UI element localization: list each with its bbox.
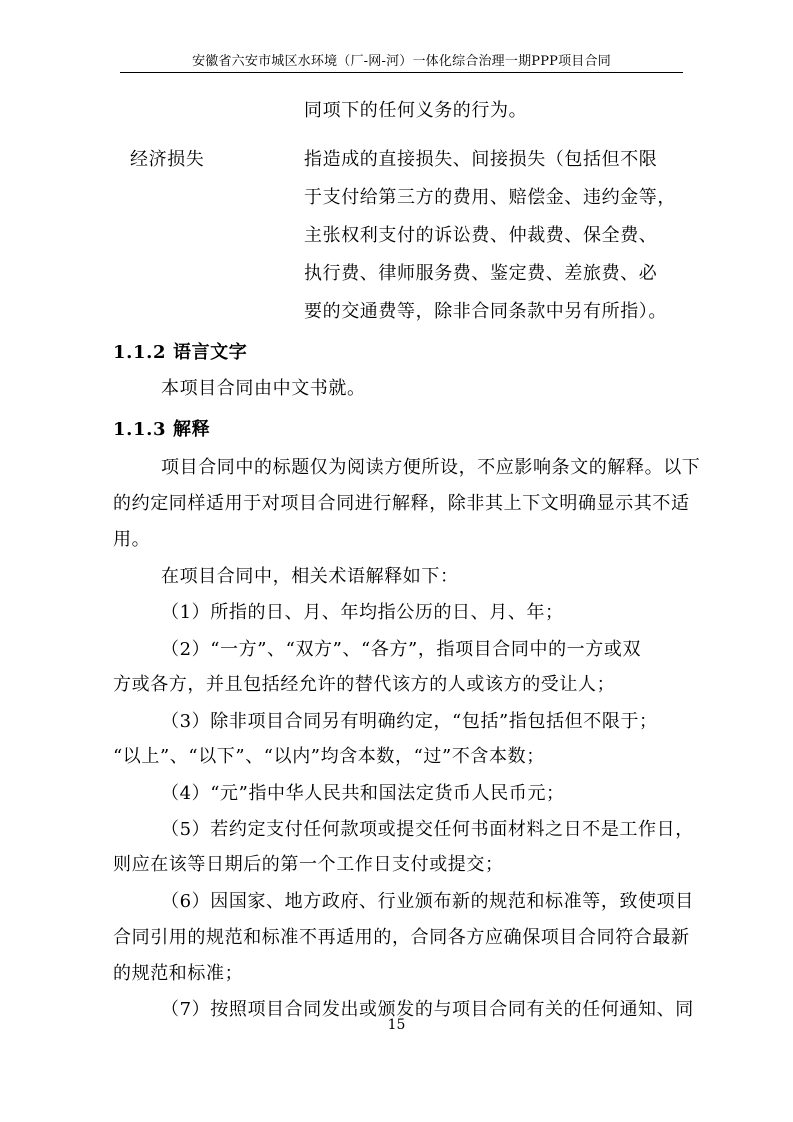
paragraph-line: 的约定同样适用于对项目合同进行解释，除非其上下文明确显示其不适 [113, 493, 690, 514]
header-rule [120, 72, 683, 73]
definition-line: 指造成的直接损失、间接损失（包括但不限 [304, 149, 658, 170]
paragraph-line: 项目合同中的标题仅为阅读方便所设，不应影响条文的解释。以下 [161, 457, 701, 478]
list-item-continuation: 的规范和标准； [113, 963, 244, 984]
list-item-continuation: “以上”、“以下”、“以内”均含本数，“过”不含本数； [113, 746, 545, 767]
section-body: 本项目合同由中文书就。 [161, 378, 366, 399]
section-heading-1-1-3: 1.1.3 解释 [113, 419, 211, 440]
list-item: （4）“元”指中华人民共和国法定货币人民币元； [161, 783, 565, 804]
list-item: （1）所指的日、月、年均指公历的日、月、年； [161, 602, 564, 623]
page-number: 15 [387, 1017, 406, 1033]
terms-intro: 在项目合同中，相关术语解释如下： [161, 566, 459, 587]
definition-line: 要的交通费等，除非合同条款中另有所指）。 [304, 301, 667, 322]
definition-continuation: 同项下的任何义务的行为。 [304, 100, 528, 121]
definition-line: 执行费、律师服务费、鉴定费、差旅费、必 [304, 263, 658, 284]
list-item: （3）除非项目合同另有明确约定，“包括”指包括但不限于； [161, 711, 658, 732]
list-item: （2）“一方”、“双方”、“各方”，指项目合同中的一方或双 [161, 639, 642, 660]
term-economic-loss: 经济损失 [130, 149, 205, 170]
definition-line: 主张权利支付的诉讼费、仲裁费、保全费、 [304, 225, 658, 246]
list-item: （6）因国家、地方政府、行业颁布新的规范和标准等，致使项目 [161, 891, 694, 912]
running-header: 安徽省六安市城区水环境（厂-网-河）一体化综合治理一期PPP项目合同 [192, 54, 611, 69]
list-item: （7）按照项目合同发出或颁发的与项目合同有关的任何通知、同 [161, 999, 694, 1020]
definition-line: 于支付给第三方的费用、赔偿金、违约金等， [304, 187, 676, 208]
section-heading-1-1-2: 1.1.2 语言文字 [113, 342, 248, 363]
list-item-continuation: 则应在该等日期后的第一个工作日支付或提交； [113, 854, 504, 875]
list-item-continuation: 方或各方，并且包括经允许的替代该方的人或该方的受让人； [113, 674, 616, 695]
paragraph-line: 用。 [113, 529, 151, 550]
list-item-continuation: 合同引用的规范和标准不再适用的，合同各方应确保项目合同符合最新 [113, 927, 690, 948]
list-item: （5）若约定支付任何款项或提交任何书面材料之日不是工作日， [161, 819, 694, 840]
